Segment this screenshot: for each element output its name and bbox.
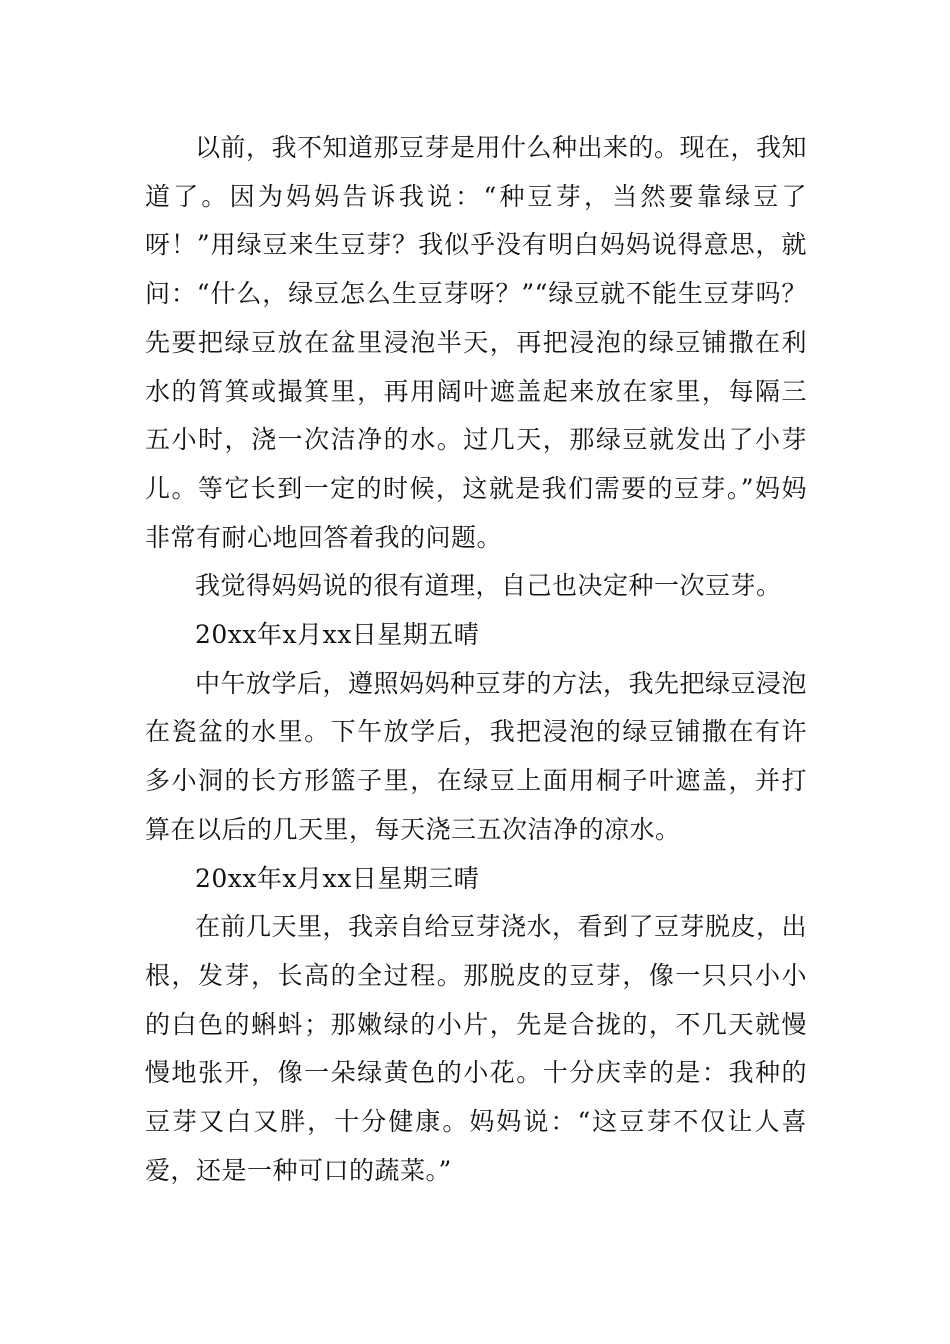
- paragraph-decision: 我觉得妈妈说的很有道理，自己也决定种一次豆芽。: [195, 571, 782, 601]
- diary-date-wednesday: 20xx年x月xx日星期三晴: [195, 863, 480, 893]
- paragraph-soaking-beans: 中午放学后，遵照妈妈种豆芽的方法，我先把绿豆浸泡在瓷盆的水里。下午放学后，我把浸泡的绿豆铺撒在有许多小洞的长方形篮子里，在绿豆上面用桐子叶遮盖，并打算在以后的几天里，每天浇三五次洁净的凉水。: [145, 668, 808, 844]
- document-body: [145, 124, 807, 1195]
- paragraph-sprout-intro: 以前，我不知道那豆芽是用什么种出来的。现在，我知道了。因为妈妈告诉我说：“种豆芽，当然要靠绿豆了呀！”用绿豆来生豆芽？我似乎没有明白妈妈说得意思，就问：“什么，绿豆怎么生豆芽呀？”“绿豆就不能生豆芽吗？先要把绿豆放在盆里浸泡半天，再把浸泡的绿豆铺撒在利水的筲箕或撮箕里，再用阔叶遮盖起来放在家里，每隔三五小时，浇一次洁净的水。过几天，那绿豆就发出了小芽儿。等它长到一定的时候，这就是我们需要的豆芽。”妈妈非常有耐心地回答着我的问题。: [145, 133, 808, 552]
- paragraph-growth-observation: 在前几天里，我亲自给豆芽浇水，看到了豆芽脱皮，出根，发芽，长高的全过程。那脱皮的豆芽，像一只只小小的白色的蝌蚪；那嫩绿的小片，先是合拢的，不几天就慢慢地张开，像一朵绿黄色的小花。十分庆幸的是：我种的豆芽又白又胖，十分健康。妈妈说：“这豆芽不仅让人喜爱，还是一种可口的蔬菜。”: [145, 912, 808, 1185]
- diary-date-friday: 20xx年x月xx日星期五晴: [195, 620, 480, 650]
